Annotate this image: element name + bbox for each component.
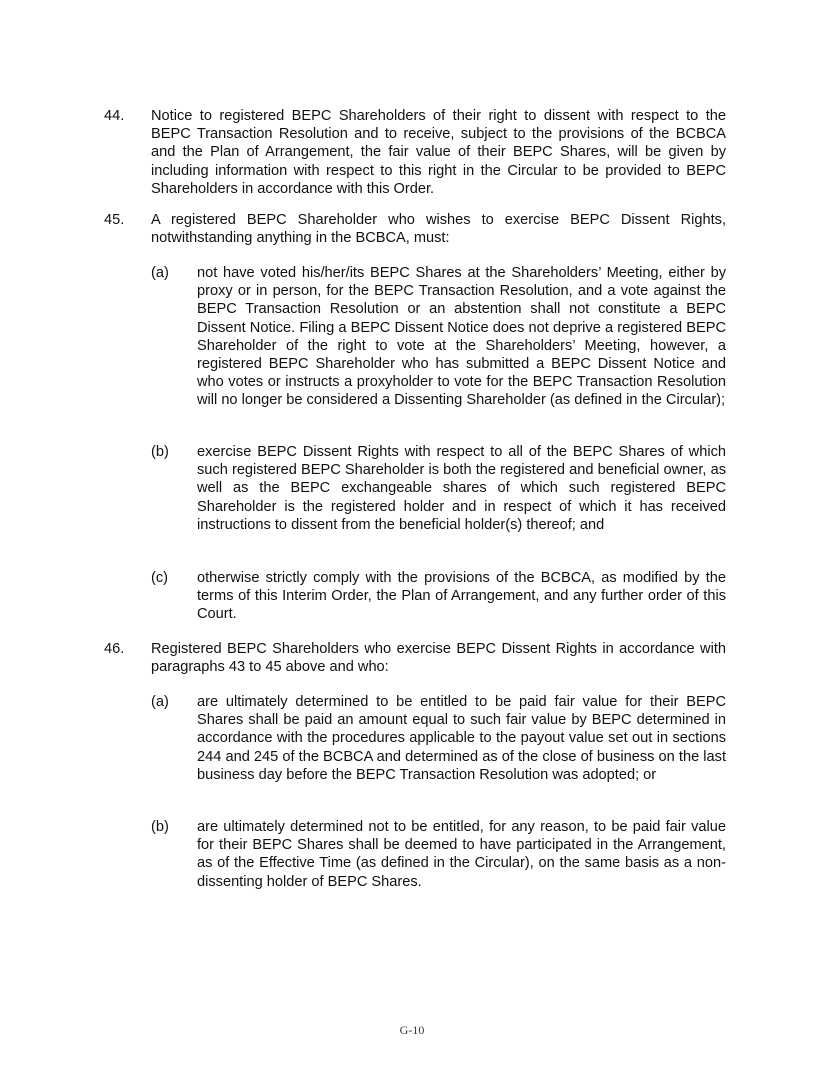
paragraph-44-number: 44. <box>104 108 125 124</box>
paragraph-45-item-a-text: not have voted his/her/its BEPC Shares at the Shareholders’ Meeting, either by proxy or in person, for the BEPC Transaction Resolution, and a vote against the BEPC Transaction Resolution or an abstention shall not constitute a BEPC Dissent Notice. Filing a BEPC Dissent Notice does not deprive a registered BEPC Shareholder of the right to vote at the Shareholders’ Meeting, however, a registered BEPC Shareholder who has submitted a BEPC Dissent Notice and who votes or instructs a proxyholder to vote for the BEPC Transaction Resolution will no longer be considered a Dissenting Shareholder (as defined in the Circular); <box>197 265 726 409</box>
paragraph-45-item-b-label: (b) <box>151 444 169 460</box>
paragraph-46-item-a-label: (a) <box>151 694 169 710</box>
paragraph-45-item-a-label: (a) <box>151 265 169 281</box>
paragraph-45-item-c-label: (c) <box>151 570 169 586</box>
paragraph-46-item-b-label: (b) <box>151 819 169 835</box>
paragraph-45-number: 45. <box>104 212 125 228</box>
paragraph-45-item-c-text: otherwise strictly comply with the provisions of the BCBCA, as modified by the terms of this Interim Order, the Plan of Arrangement, and any further order of this Court. <box>197 570 726 623</box>
paragraph-46-item-a-text: are ultimately determined to be entitled to be paid fair value for their BEPC Shares shall be paid an amount equal to such fair value by BEPC determined in accordance with the procedures applicable to the payout value set out in sections 244 and 245 of the BCBCA and determined as of the close of business on the last business day before the BEPC Transaction Resolution was adopted; or <box>197 694 726 783</box>
paragraph-45-text: A registered BEPC Shareholder who wishes to exercise BEPC Dissent Rights, notwithstanding anything in the BCBCA, must: <box>151 212 726 247</box>
page-number: G-10 <box>399 1023 425 1037</box>
paragraph-46-text: Registered BEPC Shareholders who exercise BEPC Dissent Rights in accordance with paragraphs 43 to 45 above and who: <box>151 641 726 676</box>
paragraph-44-text: Notice to registered BEPC Shareholders of their right to dissent with respect to the BEPC Transaction Resolution and to receive, subject to the provisions of the BCBCA and the Plan of Arrangement, the fair value of their BEPC Shares, will be given by including information with respect to this right in the Circular to be provided to BEPC Shareholders in accordance with this Order. <box>151 108 726 197</box>
paragraph-46-number: 46. <box>104 641 125 657</box>
paragraph-46-item-b-text: are ultimately determined not to be entitled, for any reason, to be paid fair value for their BEPC Shares shall be deemed to have participated in the Arrangement, as of the Effective Time (as defined in the Circular), on the same basis as a non-dissenting holder of BEPC Shares. <box>197 819 726 890</box>
paragraph-45-item-b-text: exercise BEPC Dissent Rights with respect to all of the BEPC Shares of which such registered BEPC Shareholder is both the registered and beneficial owner, as well as the BEPC exchangeable shares of which such registered BEPC Shareholder is the registered holder and in respect of which it has received instructions to dissent from the beneficial holder(s) thereof; and <box>197 444 726 533</box>
